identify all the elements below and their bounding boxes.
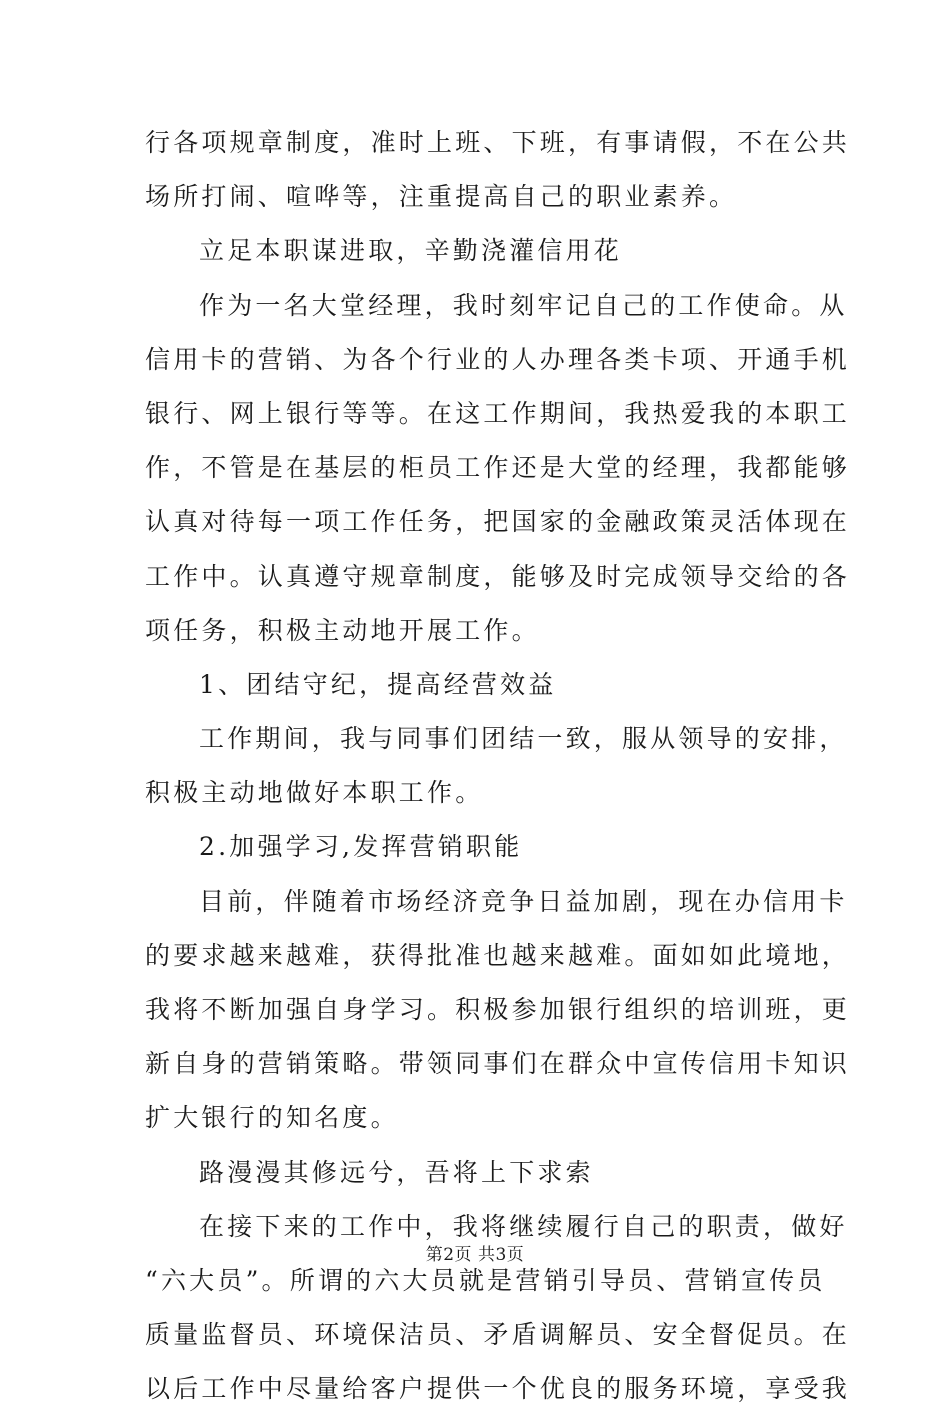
- body-line: 新自身的营销策略。带领同事们在群众中宣传信用卡知识: [145, 1049, 851, 1079]
- page-number-footer: 第2页 共3页: [425, 1245, 525, 1265]
- body-line: 积极主动地做好本职工作。: [145, 778, 484, 808]
- body-line: 项任务，积极主动地开展工作。: [145, 615, 540, 645]
- paragraph-start: 工作期间，我与同事们团结一致，服从领导的安排，: [199, 724, 848, 754]
- body-line: 我将不断加强自身学习。积极参加银行组织的培训班，更: [145, 995, 851, 1024]
- paragraph-start: 在接下来的工作中，我将继续履行自己的职责，做好: [199, 1211, 848, 1241]
- body-line: 以后工作中尽量给客户提供一个优良的服务环境，享受我: [145, 1374, 851, 1404]
- body-line: 扩大银行的知名度。: [145, 1103, 399, 1133]
- paragraph-start: 作为一名大堂经理，我时刻牢记自己的工作使命。从: [199, 290, 848, 320]
- section-heading: 1、团结守纪，提高经营效益: [199, 669, 557, 699]
- section-heading: 路漫漫其修远兮，吾将上下求索: [199, 1157, 594, 1187]
- document-body: [145, 116, 851, 1417]
- section-heading: 立足本职谋进取，辛勤浇灌信用花: [199, 236, 623, 266]
- body-line: 的要求越来越难，获得批准也越来越难。面如如此境地，: [145, 940, 851, 970]
- body-line: 银行、网上银行等等。在这工作期间，我热爱我的本职工: [145, 398, 851, 428]
- body-line: 行各项规章制度，准时上班、下班，有事请假，不在公共: [145, 128, 851, 157]
- body-line: “六大员”。所谓的六大员就是营销引导员、营销宣传员: [145, 1265, 826, 1295]
- section-heading: 2.加强学习,发挥营销职能: [199, 832, 523, 862]
- body-line: 认真对待每一项工作任务，把国家的金融政策灵活体现在: [145, 507, 851, 537]
- body-line: 场所打闹、喧哗等，注重提高自己的职业素养。: [145, 182, 738, 212]
- body-line: 作，不管是在基层的柜员工作还是大堂的经理，我都能够: [145, 453, 851, 483]
- body-line: 质量监督员、环境保洁员、矛盾调解员、安全督促员。在: [145, 1320, 851, 1350]
- paragraph-start: 目前，伴随着市场经济竞争日益加剧，现在办信用卡: [199, 886, 848, 916]
- body-line: 信用卡的营销、为各个行业的人办理各类卡项、开通手机: [145, 344, 851, 374]
- body-line: 工作中。认真遵守规章制度，能够及时完成领导交给的各: [145, 561, 851, 591]
